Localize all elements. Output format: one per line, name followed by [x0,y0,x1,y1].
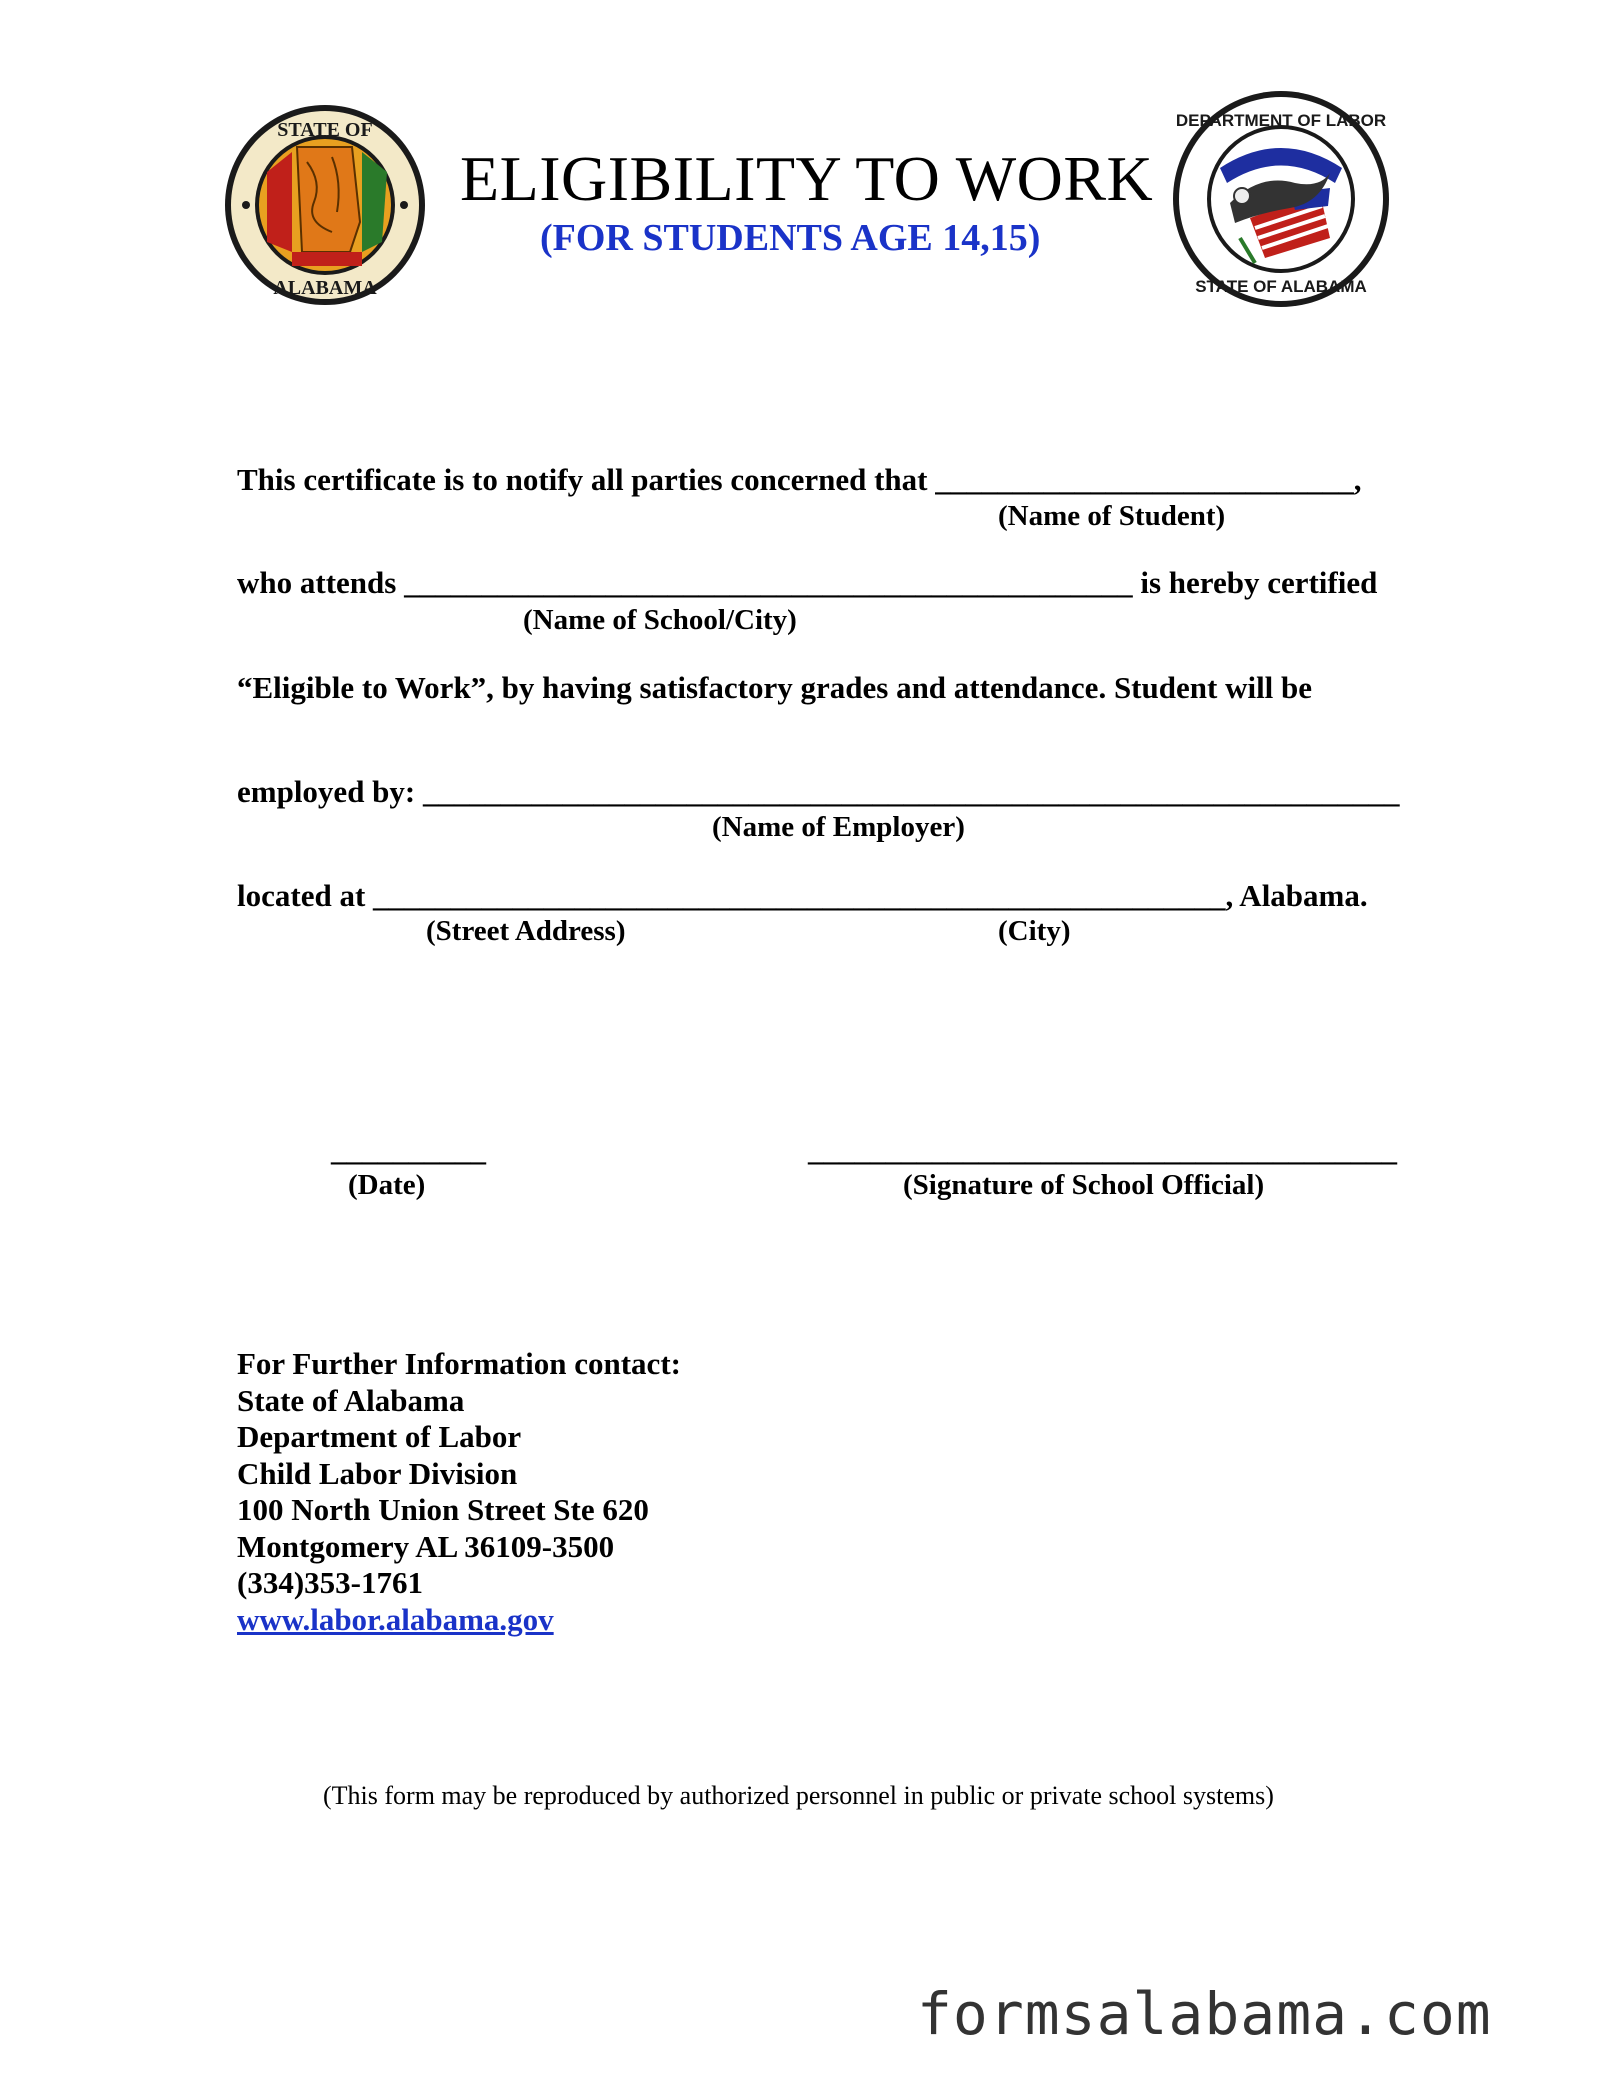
certificate-line-eligible: “Eligible to Work”, by having satisfactory grades and attendance. Student will be [237,670,1313,705]
contact-heading: For Further Information contact: [237,1346,681,1381]
date-line: __________ [331,1132,486,1167]
street-address-label: (Street Address) [426,915,626,947]
contact-phone: (334)353-1761 [237,1565,423,1600]
contact-street: 100 North Union Street Ste 620 [237,1492,649,1527]
signature-label: (Signature of School Official) [903,1169,1265,1201]
state-of-alabama-seal [222,102,428,308]
department-of-labor-seal [1170,88,1392,310]
student-name-label: (Name of Student) [998,500,1226,532]
svg-text:STATE OF ALABAMA: STATE OF ALABAMA [1195,277,1367,296]
page-subtitle: (FOR STUDENTS AGE 14,15) [540,217,1041,259]
city-label: (City) [998,915,1071,947]
page-title: ELIGIBILITY TO WORK [460,143,1154,214]
certificate-line-student: This certificate is to notify all parties concerned that ___________________________, [237,462,1362,497]
contact-division: Child Labor Division [237,1455,518,1491]
watermark: formsalabama.com [917,1980,1492,2048]
certificate-line-employer: employed by: _______________________________________________________________ [237,774,1400,809]
website-link[interactable]: www.labor.alabama.gov [237,1601,554,1637]
reproduction-note: (This form may be reproduced by authorized personnel in public or private school systems) [323,1781,1274,1810]
contact-block [237,1346,681,1638]
certificate-line-location: located at _______________________________________________________, Alabama. [237,878,1368,913]
signature-line: ______________________________________ [808,1132,1397,1167]
contact-org: State of Alabama [237,1382,465,1418]
certificate-line-school: who attends _______________________________________________ is hereby certified [237,565,1378,600]
svg-text:DEPARTMENT OF LABOR: DEPARTMENT OF LABOR [1175,111,1387,130]
school-name-label: (Name of School/City) [523,604,797,636]
svg-text:ALABAMA: ALABAMA [273,277,377,299]
contact-department: Department of Labor [237,1419,522,1454]
employer-name-label: (Name of Employer) [712,811,965,843]
svg-text:STATE OF: STATE OF [277,119,373,141]
contact-city: Montgomery AL 36109-3500 [237,1528,615,1564]
date-label: (Date) [348,1169,426,1201]
